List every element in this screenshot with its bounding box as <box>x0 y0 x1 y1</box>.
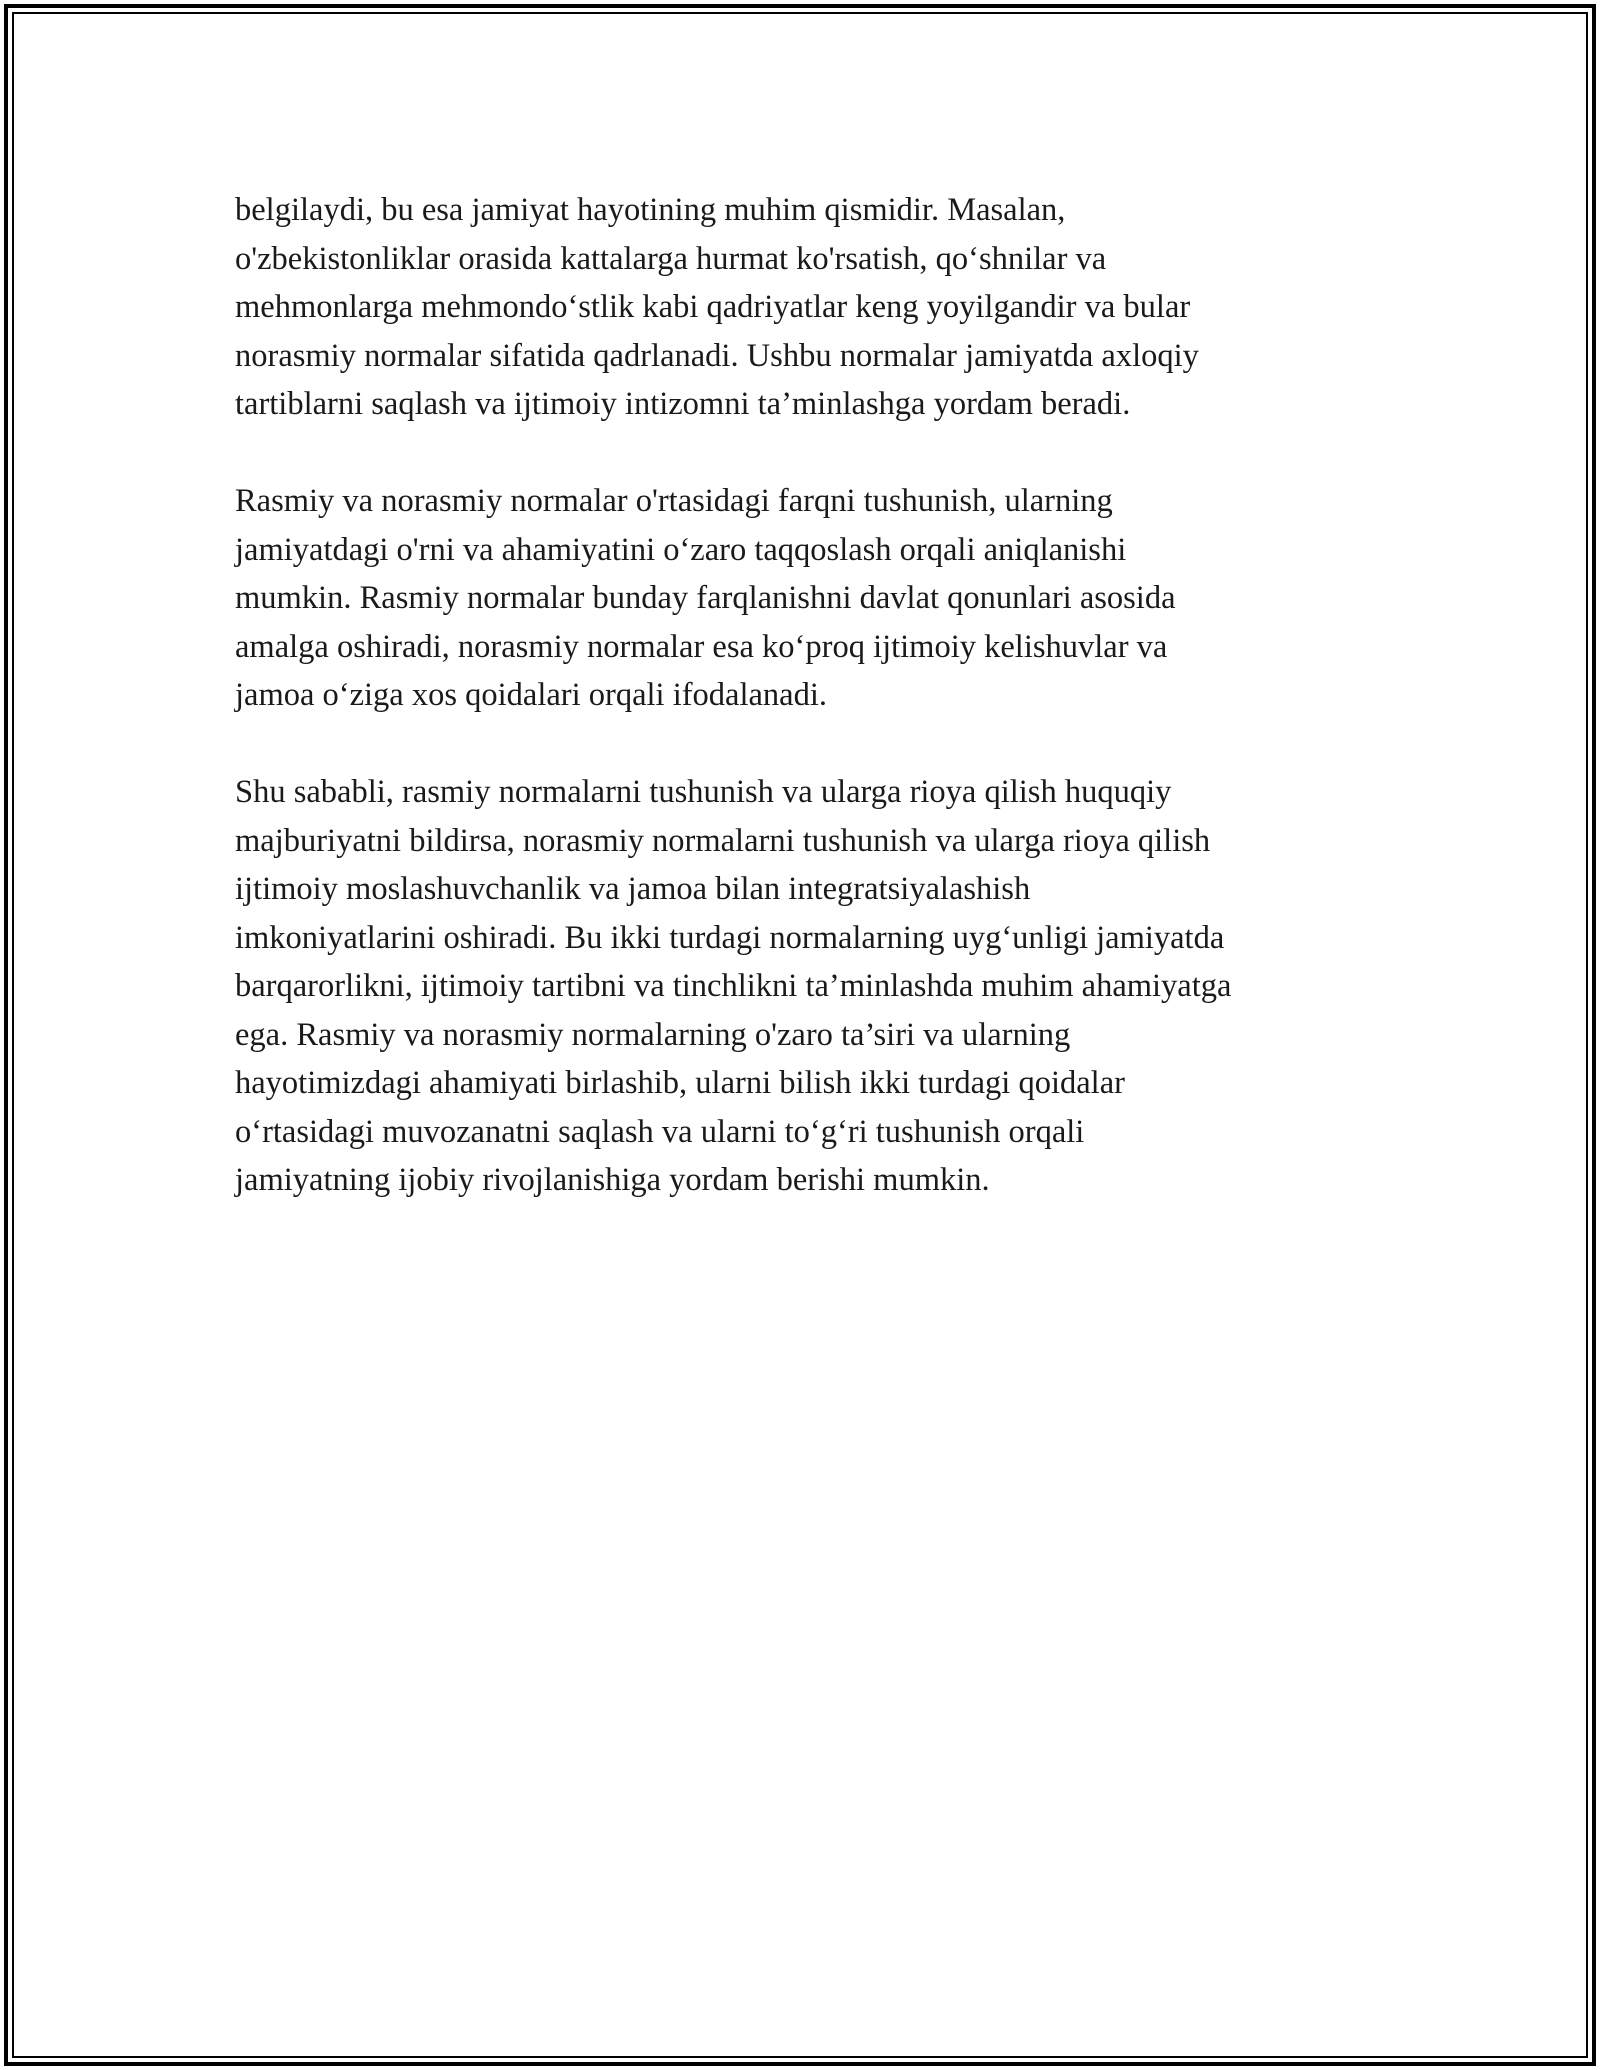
text-line: jamiyatning ijobiy rivojlanishiga yordam berishi mumkin. <box>235 1162 990 1198</box>
text-line: ijtimoiy moslashuvchanlik va jamoa bilan integratsiyalashish <box>235 871 1031 907</box>
text-line: majburiyatni bildirsa, norasmiy normalarni tushunish va ularga rioya qilish <box>235 822 1211 859</box>
text-line: Shu sababli, rasmiy normalarni tushunish va ularga rioya qilish huquqiy <box>235 774 1172 810</box>
text-line: jamiyatdagi o'rni va ahamiyatini o‘zaro taqqoslash orqali aniqlanishi <box>235 531 1127 568</box>
paragraph-1 <box>235 186 1375 429</box>
text-line: mumkin. Rasmiy normalar bunday farqlanishni davlat qonunlari asosida <box>235 580 1176 616</box>
text-line: mehmonlarga mehmondo‘stlik kabi qadriyatlar keng yoyilgandir va bular <box>235 289 1191 325</box>
text-line: hayotimizdagi ahamiyati birlashib, ularni bilish ikki turdagi qoidalar <box>235 1065 1125 1101</box>
text-line: o‘rtasidagi muvozanatni saqlash va ularni to‘g‘ri tushunish orqali <box>235 1113 1085 1150</box>
paragraph-2 <box>235 477 1375 720</box>
text-line: jamoa o‘ziga xos qoidalari orqali ifodalanadi. <box>235 677 828 713</box>
text-line: o'zbekistonliklar orasida kattalarga hurmat ko'rsatish, qo‘shnilar va <box>235 240 1107 277</box>
text-line: imkoniyatlarini oshiradi. Bu ikki turdagi normalarning uyg‘unligi jamiyatda <box>235 919 1225 956</box>
text-line: norasmiy normalar sifatida qadrlanadi. Ushbu normalar jamiyatda axloqiy <box>235 337 1199 374</box>
text-line: ega. Rasmiy va norasmiy normalarning o'zaro ta’siri va ularning <box>235 1016 1071 1053</box>
text-line: amalga oshiradi, norasmiy normalar esa ko‘proq ijtimoiy kelishuvlar va <box>235 628 1168 665</box>
text-line: tartiblarni saqlash va ijtimoiy intizomni ta’minlashga yordam beradi. <box>235 386 1131 422</box>
text-line: belgilaydi, bu esa jamiyat hayotining muhim qismidir. Masalan, <box>235 192 1066 228</box>
document-body <box>235 186 1375 1253</box>
text-line: Rasmiy va norasmiy normalar o'rtasidagi farqni tushunish, ularning <box>235 483 1113 519</box>
paragraph-3 <box>235 768 1375 1205</box>
text-line: barqarorlikni, ijtimoiy tartibni va tinchlikni ta’minlashda muhim ahamiyatga <box>235 968 1232 1004</box>
